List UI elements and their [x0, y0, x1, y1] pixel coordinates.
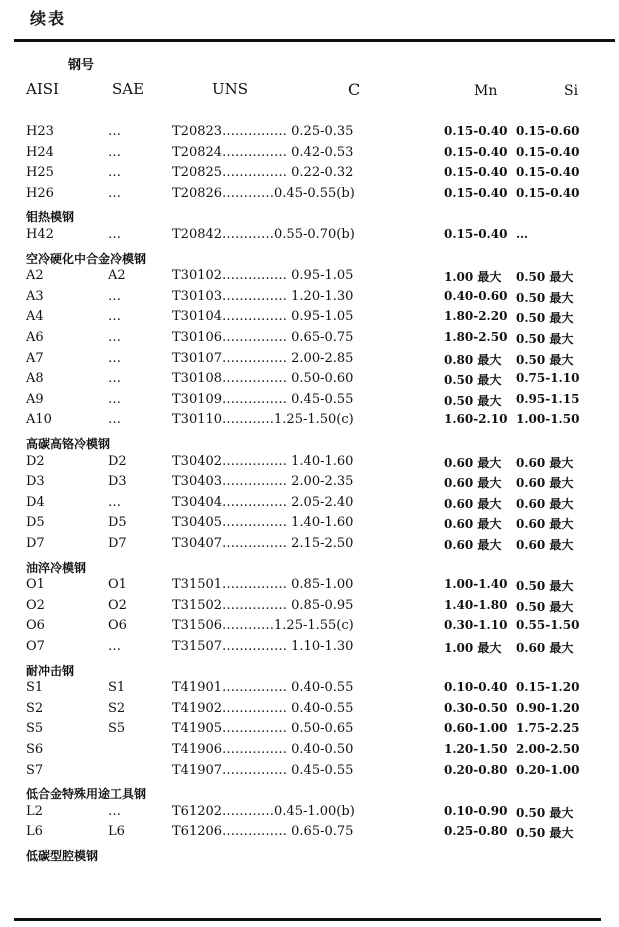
- cell-mn: 0.15-0.40: [444, 227, 508, 241]
- cell-si: 1.00-1.50: [516, 412, 580, 426]
- cell-uns-carbon: T30103…………… 1.20-1.30: [172, 289, 354, 304]
- cell-mn: 0.60-1.00: [444, 721, 508, 735]
- cell-aisi: H42: [26, 227, 54, 242]
- cell-si: 0.15-0.40: [516, 145, 580, 159]
- cell-uns-carbon: T30104…………… 0.95-1.05: [172, 309, 354, 324]
- cell-uns-carbon: T61206…………… 0.65-0.75: [172, 824, 354, 839]
- top-rule: [14, 39, 615, 42]
- cell-si: 0.55-1.50: [516, 618, 580, 632]
- cell-aisi: D7: [26, 536, 45, 551]
- cell-si: 0.60 最大: [516, 497, 574, 511]
- cell-sae: A2: [108, 268, 126, 283]
- cell-aisi: A10: [26, 412, 52, 427]
- table-row: [0, 598, 619, 618]
- cell-mn: 0.15-0.40: [444, 145, 508, 159]
- cell-aisi: O2: [26, 598, 45, 613]
- cell-mn: 0.20-0.80: [444, 763, 508, 777]
- cell-uns-carbon: T31502…………… 0.85-0.95: [172, 598, 354, 613]
- cell-uns-carbon: T30405…………… 1.40-1.60: [172, 515, 354, 530]
- cell-mn: 0.10-0.90: [444, 804, 508, 818]
- cell-mn: 0.25-0.80: [444, 824, 508, 838]
- cell-si: 0.50 最大: [516, 826, 574, 840]
- section-heading: 高碳高铬冷模钢: [26, 437, 111, 451]
- cell-uns-carbon: T31501…………… 0.85-1.00: [172, 577, 354, 592]
- bottom-rule: [14, 918, 601, 921]
- cell-uns-carbon: T20823…………… 0.25-0.35: [172, 124, 354, 139]
- cell-sae: L6: [108, 824, 125, 839]
- cell-sae: D2: [108, 454, 127, 469]
- cell-uns-carbon: T30402…………… 1.40-1.60: [172, 454, 354, 469]
- table-row: [0, 392, 619, 412]
- cell-mn: 0.40-0.60: [444, 289, 508, 303]
- cell-aisi: H24: [26, 145, 54, 160]
- cell-sae: S2: [108, 701, 126, 716]
- cell-sae: …: [108, 371, 121, 386]
- cell-si: 0.60 最大: [516, 538, 574, 552]
- cell-uns-carbon: T30403…………… 2.00-2.35: [172, 474, 354, 489]
- cell-mn: 0.60 最大: [444, 517, 502, 531]
- table-row: [0, 804, 619, 824]
- cell-si: 0.50 最大: [516, 332, 574, 346]
- col-header-si: Si: [564, 83, 579, 99]
- cell-mn: 0.15-0.40: [444, 124, 508, 138]
- cell-mn: 0.30-1.10: [444, 618, 508, 632]
- cell-si: 0.20-1.00: [516, 763, 580, 777]
- cell-uns-carbon: T20826…………0.45-0.55(b): [172, 186, 355, 201]
- cell-mn: 1.00-1.40: [444, 577, 508, 591]
- table-row: [0, 309, 619, 329]
- section-heading: 钼热模钢: [26, 210, 75, 224]
- cell-sae: …: [108, 804, 121, 819]
- cell-sae: …: [108, 351, 121, 366]
- cell-mn: 0.60 最大: [444, 538, 502, 552]
- cell-mn: 1.40-1.80: [444, 598, 508, 612]
- cell-sae: …: [108, 227, 121, 242]
- cell-mn: 0.50 最大: [444, 394, 502, 408]
- cell-aisi: D4: [26, 495, 45, 510]
- cell-sae: S5: [108, 721, 126, 736]
- section-heading: 空冷硬化中合金冷模钢: [26, 252, 147, 266]
- cell-aisi: S7: [26, 763, 44, 778]
- cell-uns-carbon: T30407…………… 2.15-2.50: [172, 536, 354, 551]
- cell-uns-carbon: T30106…………… 0.65-0.75: [172, 330, 354, 345]
- section-heading: 耐冲击钢: [26, 664, 75, 678]
- cell-uns-carbon: T30102…………… 0.95-1.05: [172, 268, 354, 283]
- cell-aisi: A2: [26, 268, 44, 283]
- table-row: [0, 721, 619, 741]
- cell-aisi: A3: [26, 289, 44, 304]
- table-row: [0, 165, 619, 185]
- cell-aisi: S1: [26, 680, 44, 695]
- cell-si: 0.90-1.20: [516, 701, 580, 715]
- cell-sae: O1: [108, 577, 127, 592]
- cell-mn: 0.50 最大: [444, 373, 502, 387]
- table-row: [0, 639, 619, 659]
- section-heading: 油淬冷模钢: [26, 561, 87, 575]
- table-row: [0, 124, 619, 144]
- cell-aisi: A4: [26, 309, 44, 324]
- cell-uns-carbon: T30404…………… 2.05-2.40: [172, 495, 354, 510]
- cell-uns-carbon: T41907…………… 0.45-0.55: [172, 763, 354, 778]
- cell-mn: 1.60-2.10: [444, 412, 508, 426]
- cell-uns-carbon: T30109…………… 0.45-0.55: [172, 392, 354, 407]
- cell-mn: 0.60 最大: [444, 476, 502, 490]
- section-heading: 低合金特殊用途工具钢: [26, 787, 147, 801]
- table-row: [0, 351, 619, 371]
- cell-mn: 0.60 最大: [444, 456, 502, 470]
- cell-aisi: O1: [26, 577, 45, 592]
- cell-uns-carbon: T31507…………… 1.10-1.30: [172, 639, 354, 654]
- cell-sae: …: [108, 309, 121, 324]
- table-row: [0, 536, 619, 556]
- cell-aisi: S5: [26, 721, 44, 736]
- cell-mn: 1.80-2.20: [444, 309, 508, 323]
- cell-mn: 0.80 最大: [444, 353, 502, 367]
- cell-uns-carbon: T41905…………… 0.50-0.65: [172, 721, 354, 736]
- cell-si: 0.50 最大: [516, 311, 574, 325]
- cell-aisi: H23: [26, 124, 54, 139]
- col-header-sae: SAE: [112, 80, 145, 98]
- table-row: [0, 268, 619, 288]
- col-header-aisi: AISI: [26, 80, 59, 98]
- cell-si: 0.50 最大: [516, 353, 574, 367]
- cell-si: 0.60 最大: [516, 476, 574, 490]
- cell-si: 0.50 最大: [516, 270, 574, 284]
- cell-aisi: S6: [26, 742, 44, 757]
- cell-sae: …: [108, 639, 121, 654]
- table-row: [0, 618, 619, 638]
- cell-mn: 0.10-0.40: [444, 680, 508, 694]
- cell-si: 0.60 最大: [516, 641, 574, 655]
- cell-mn: 1.00 最大: [444, 641, 502, 655]
- table-row: [0, 289, 619, 309]
- cell-uns-carbon: T20824…………… 0.42-0.53: [172, 145, 354, 160]
- cell-sae: …: [108, 289, 121, 304]
- cell-mn: 0.60 最大: [444, 497, 502, 511]
- cell-mn: 1.00 最大: [444, 270, 502, 284]
- cell-si: 0.15-0.40: [516, 165, 580, 179]
- table-row: [0, 701, 619, 721]
- cell-si: 0.50 最大: [516, 579, 574, 593]
- col-header-uns: UNS: [212, 80, 249, 98]
- cell-aisi: S2: [26, 701, 44, 716]
- cell-aisi: A6: [26, 330, 44, 345]
- cell-aisi: A8: [26, 371, 44, 386]
- cell-sae: D7: [108, 536, 127, 551]
- cell-si: 2.00-2.50: [516, 742, 580, 756]
- cell-si: 0.50 最大: [516, 806, 574, 820]
- cell-mn: 1.80-2.50: [444, 330, 508, 344]
- cell-uns-carbon: T20842…………0.55-0.70(b): [172, 227, 355, 242]
- cell-sae: O6: [108, 618, 127, 633]
- cell-uns-carbon: T41902…………… 0.40-0.55: [172, 701, 354, 716]
- cell-si: 0.50 最大: [516, 600, 574, 614]
- table-row: [0, 145, 619, 165]
- cell-si: 0.95-1.15: [516, 392, 580, 406]
- group-header-steel-no: 钢号: [68, 58, 95, 73]
- cell-uns-carbon: T30108…………… 0.50-0.60: [172, 371, 354, 386]
- table-row: [0, 577, 619, 597]
- cell-aisi: O7: [26, 639, 45, 654]
- cell-aisi: L6: [26, 824, 43, 839]
- cell-aisi: D2: [26, 454, 45, 469]
- col-header-mn: Mn: [474, 83, 498, 99]
- cell-si: …: [516, 227, 528, 241]
- cell-sae: …: [108, 124, 121, 139]
- cell-sae: D5: [108, 515, 127, 530]
- cell-mn: 1.20-1.50: [444, 742, 508, 756]
- cell-si: 1.75-2.25: [516, 721, 580, 735]
- section-heading: 低碳型腔模钢: [26, 849, 99, 863]
- table-row: [0, 515, 619, 535]
- cell-si: 0.75-1.10: [516, 371, 580, 385]
- cell-aisi: A7: [26, 351, 44, 366]
- cell-aisi: L2: [26, 804, 43, 819]
- table-row: [0, 824, 619, 844]
- table-row: [0, 186, 619, 206]
- cell-uns-carbon: T30107…………… 2.00-2.85: [172, 351, 354, 366]
- cell-sae: …: [108, 165, 121, 180]
- cell-si: 0.60 最大: [516, 517, 574, 531]
- table-row: [0, 680, 619, 700]
- table-row: [0, 495, 619, 515]
- cell-aisi: A9: [26, 392, 44, 407]
- cell-sae: D3: [108, 474, 127, 489]
- cell-uns-carbon: T30110…………1.25-1.50(c): [172, 412, 354, 427]
- cell-si: 0.15-0.40: [516, 186, 580, 200]
- cell-aisi: D5: [26, 515, 45, 530]
- cell-aisi: H26: [26, 186, 54, 201]
- cell-sae: …: [108, 392, 121, 407]
- cell-sae: …: [108, 495, 121, 510]
- cell-aisi: D3: [26, 474, 45, 489]
- cell-sae: …: [108, 186, 121, 201]
- cell-aisi: O6: [26, 618, 45, 633]
- cell-sae: O2: [108, 598, 127, 613]
- cell-uns-carbon: T31506…………1.25-1.55(c): [172, 618, 354, 633]
- cell-uns-carbon: T61202…………0.45-1.00(b): [172, 804, 355, 819]
- cell-aisi: H25: [26, 165, 54, 180]
- cell-si: 0.60 最大: [516, 456, 574, 470]
- cell-sae: …: [108, 412, 121, 427]
- cell-mn: 0.30-0.50: [444, 701, 508, 715]
- cell-uns-carbon: T20825…………… 0.22-0.32: [172, 165, 354, 180]
- cell-si: 0.15-0.60: [516, 124, 580, 138]
- table-row: [0, 474, 619, 494]
- table-row: [0, 330, 619, 350]
- cell-sae: …: [108, 330, 121, 345]
- table-row: [0, 454, 619, 474]
- page-title: 续表: [30, 9, 67, 28]
- table-row: [0, 763, 619, 783]
- cell-sae: …: [108, 145, 121, 160]
- cell-si: 0.50 最大: [516, 291, 574, 305]
- cell-mn: 0.15-0.40: [444, 186, 508, 200]
- cell-mn: 0.15-0.40: [444, 165, 508, 179]
- table-row: [0, 371, 619, 391]
- cell-uns-carbon: T41906…………… 0.40-0.50: [172, 742, 354, 757]
- cell-sae: S1: [108, 680, 126, 695]
- table-row: [0, 742, 619, 762]
- cell-uns-carbon: T41901…………… 0.40-0.55: [172, 680, 354, 695]
- table-row: [0, 412, 619, 432]
- cell-si: 0.15-1.20: [516, 680, 580, 694]
- col-header-c: C: [348, 80, 361, 99]
- table-row: [0, 227, 619, 247]
